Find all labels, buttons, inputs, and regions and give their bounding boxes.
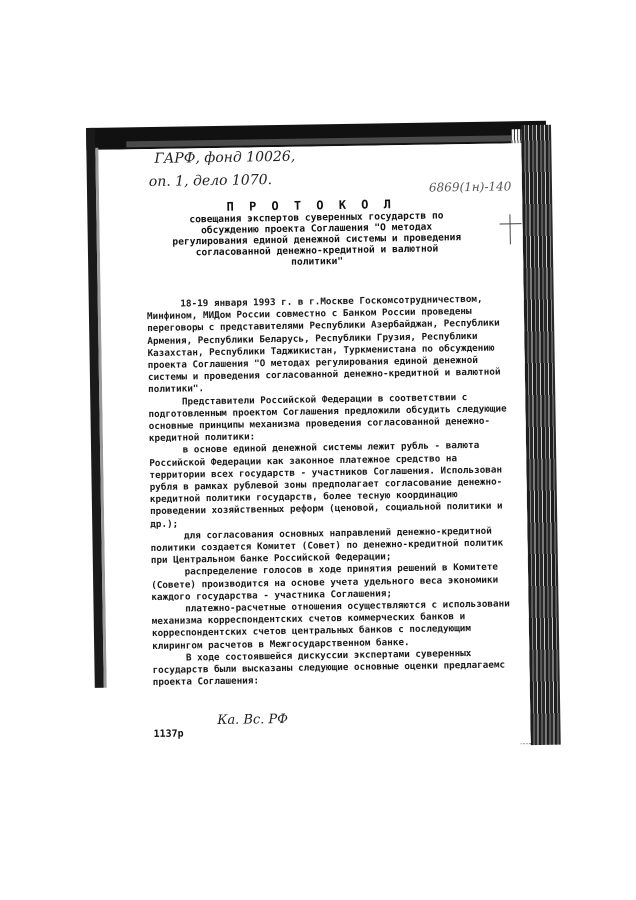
- archive-note-line2: оп. 1, дело 1070.: [148, 172, 273, 191]
- paragraph: для согласования основных направлений денежно-кредитной политики создается Комитет (Совет) по денежно-кредитной политик при Центральном банке Российской Федерации;: [150, 525, 509, 567]
- paragraph: платежно-расчетные отношения осуществляются с использовани механизма корреспондентских счетов коммерческих банков и корреспондентских счетов центральных банков с последующим клирингом расчетов в Межгосударственном банке.: [151, 598, 516, 652]
- paragraph: 18-19 января 1993 г. в г.Москве Госкомсотрудничеством, Минфином, МИДом России совместно с Банком России проведены переговоры с представителями Республики Азербайджан, Республики Армения, Республики Беларусь, Республики Грузия, Республики Казахстан, Республики Таджикистан, Туркменистана по обсуждению проекта Соглашения "О методах регулирования единой денежной системы и проведения согласованной денежно-кредитной и валютной политики".: [146, 293, 507, 396]
- paragraph: в основе единой денежной системы лежит рубль - валюта Российской Федерации как законное платежное средство на территории всех государств - участников Соглашения. Использован рубля в рамках рублевой зоны предполагает согласование денежно-кредитной политики государств, более тесную координацию проведении хозяйственных реформ (ценовой, социальной политики и др.);: [148, 440, 509, 530]
- paragraph: В ходе состоявшейся дискуссии экспертами суверенных государств были высказаны следующие основные оценки предлагаемс проекта Соглашения:: [152, 647, 511, 689]
- document-body: [146, 293, 516, 689]
- document-title: П Р О Т О К О Л: [226, 197, 396, 214]
- page-number-stamp: 6869(1н)-140: [428, 179, 512, 195]
- document-subtitle: совещания экспертов суверенных государств по обсуждению проекта Соглашения "О методах регулирования единой денежной системы и проведения согласованной денежно-кредитной и валютной политики": [172, 210, 462, 268]
- paragraph: распределение голосов в ходе принятия решений в Комитете (Совете) производится на основе учета удельного веса экономики каждого государства - участника Соглашения;: [150, 561, 504, 603]
- document-sheet: [86, 121, 561, 750]
- footer-code: 1137р: [153, 728, 184, 741]
- paragraph: Представители Российской Федерации в соответствии с подготовленным проектом Соглашения предложили обсудить следующие основные принципы механизма проведения согласованной денежно-кредитной политики:: [148, 391, 513, 445]
- margin-cross-mark: [500, 223, 522, 246]
- archive-note-line1: ГАРФ, фонд 10026,: [154, 148, 296, 167]
- document-page: [98, 143, 530, 750]
- handwritten-signature: Ка. Вс. РФ: [217, 711, 289, 729]
